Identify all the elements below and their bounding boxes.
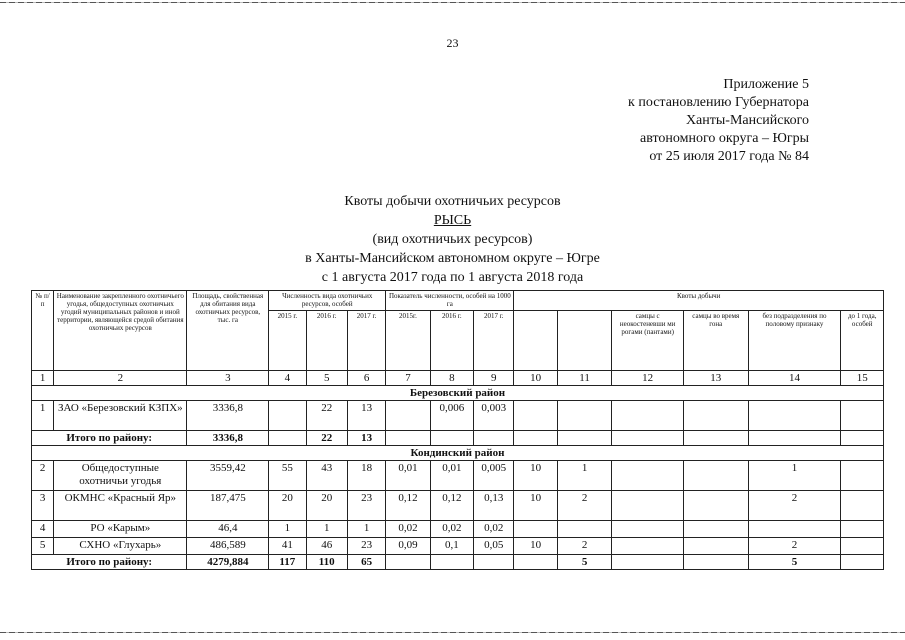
- row-quota-10: 10: [514, 491, 557, 521]
- bottom-scan-edge: [0, 632, 905, 633]
- table-row: [32, 461, 884, 491]
- header-quota-males-antlers: самцы с неокостеневши ми рогами (пантами): [612, 311, 684, 371]
- header-quota-blank: [514, 311, 557, 371]
- row-quota-11: [557, 521, 612, 538]
- column-number: 6: [347, 371, 385, 386]
- row-den-2015: 0,02: [386, 521, 430, 538]
- header-name: Наименование закрепленного охотничьего угодья, общедоступных охотничьих угодий муниципальных районов и иной территории, являющейся средой обитания охотничьих ресурсов: [54, 291, 187, 371]
- row-quota-14: [748, 401, 841, 431]
- total-pop-2016: 22: [306, 431, 347, 446]
- row-name: ОКМНС «Красный Яр»: [54, 491, 187, 521]
- row-quota-13: [683, 521, 748, 538]
- header-quota-blank: [557, 311, 612, 371]
- row-pop-2016: 22: [306, 401, 347, 431]
- district-heading: Кондинский район: [32, 446, 884, 461]
- row-area: 187,475: [187, 491, 269, 521]
- header-pop-2017: 2017 г.: [347, 311, 385, 371]
- title-line: Квоты добычи охотничьих ресурсов: [344, 194, 561, 209]
- total-pop-2017: 65: [347, 555, 385, 570]
- row-pop-2015: 1: [269, 521, 306, 538]
- row-den-2017: 0,13: [474, 491, 514, 521]
- row-pop-2017: 23: [347, 538, 385, 555]
- appendix-line: Приложение 5: [723, 77, 809, 92]
- total-area: 4279,884: [187, 555, 269, 570]
- row-quota-14: 1: [748, 461, 841, 491]
- row-quota-12: [612, 491, 684, 521]
- row-pop-2016: 1: [306, 521, 347, 538]
- row-den-2016: 0,01: [430, 461, 473, 491]
- row-pop-2016: 20: [306, 491, 347, 521]
- row-pop-2016: 43: [306, 461, 347, 491]
- row-quota-11: 2: [557, 491, 612, 521]
- row-den-2017: 0,005: [474, 461, 514, 491]
- row-quota-10: 10: [514, 461, 557, 491]
- row-quota-10: [514, 401, 557, 431]
- row-quota-14: 2: [748, 538, 841, 555]
- column-number: 3: [187, 371, 269, 386]
- row-name: Общедоступные охотничьи угодья: [54, 461, 187, 491]
- column-number: 13: [683, 371, 748, 386]
- row-number: 2: [32, 461, 54, 491]
- appendix-line: к постановлению Губернатора: [628, 95, 809, 110]
- appendix-line: Ханты-Мансийского: [685, 113, 809, 128]
- header-den-2016: 2016 г.: [430, 311, 473, 371]
- total-pop-2015: 117: [269, 555, 306, 570]
- row-quota-13: [683, 401, 748, 431]
- table-row: [32, 491, 884, 521]
- column-number: 9: [474, 371, 514, 386]
- header-population: Численность вида охотничьих ресурсов, особей: [269, 291, 386, 311]
- row-quota-14: 2: [748, 491, 841, 521]
- total-quota-14: [748, 431, 841, 446]
- row-quota-12: [612, 401, 684, 431]
- row-number: 1: [32, 401, 54, 431]
- column-number: 1: [32, 371, 54, 386]
- header-quota-no-sex: без подразделения по половому признаку: [748, 311, 841, 371]
- row-pop-2015: 41: [269, 538, 306, 555]
- row-pop-2015: 55: [269, 461, 306, 491]
- row-quota-13: [683, 461, 748, 491]
- header-den-2017: 2017 г.: [474, 311, 514, 371]
- row-den-2015: 0,09: [386, 538, 430, 555]
- page-number: 23: [446, 36, 459, 50]
- region-line: в Ханты-Мансийском автономном округе – Югре: [305, 251, 600, 266]
- row-quota-13: [683, 538, 748, 555]
- row-name: РО «Карым»: [54, 521, 187, 538]
- total-quota-11: [557, 431, 612, 446]
- row-den-2015: 0,01: [386, 461, 430, 491]
- column-number: 7: [386, 371, 430, 386]
- total-area: 3336,8: [187, 431, 269, 446]
- row-quota-15: [841, 401, 884, 431]
- header-density: Показатель численности, особей на 1000 га: [386, 291, 514, 311]
- header-pop-2015: 2015 г.: [269, 311, 306, 371]
- column-number: 5: [306, 371, 347, 386]
- column-number: 8: [430, 371, 473, 386]
- quota-table: [31, 290, 884, 570]
- species-name: РЫСЬ: [433, 213, 472, 228]
- row-quota-13: [683, 491, 748, 521]
- header-num: № п/п: [32, 291, 54, 371]
- row-den-2017: 0,02: [474, 521, 514, 538]
- table-row: [32, 401, 884, 431]
- row-den-2016: 0,006: [430, 401, 473, 431]
- row-den-2016: 0,12: [430, 491, 473, 521]
- row-pop-2015: 20: [269, 491, 306, 521]
- row-den-2015: [386, 401, 430, 431]
- header-area: Площадь, свойственная для обитания вида охотничьих ресурсов, тыс. га: [187, 291, 269, 371]
- column-number: 12: [612, 371, 684, 386]
- row-area: 486,589: [187, 538, 269, 555]
- row-area: 3336,8: [187, 401, 269, 431]
- row-quota-10: [514, 521, 557, 538]
- total-pop-2016: 110: [306, 555, 347, 570]
- row-pop-2015: [269, 401, 306, 431]
- appendix-line: от 25 июля 2017 года № 84: [649, 149, 809, 164]
- total-label: Итого по району:: [32, 431, 187, 446]
- row-den-2016: 0,02: [430, 521, 473, 538]
- species-note: (вид охотничьих ресурсов): [372, 232, 533, 247]
- row-den-2015: 0,12: [386, 491, 430, 521]
- row-quota-10: 10: [514, 538, 557, 555]
- column-number: 11: [557, 371, 612, 386]
- row-name: СХНО «Глухарь»: [54, 538, 187, 555]
- row-area: 46,4: [187, 521, 269, 538]
- table-row: [32, 521, 884, 538]
- header-quota-young: до 1 года, особей: [841, 311, 884, 371]
- table-row: [32, 538, 884, 555]
- row-name: ЗАО «Березовский КЗПХ»: [54, 401, 187, 431]
- row-pop-2017: 1: [347, 521, 385, 538]
- period-line: с 1 августа 2017 года по 1 августа 2018 года: [321, 270, 584, 285]
- column-number: 4: [269, 371, 306, 386]
- total-label: Итого по району:: [32, 555, 187, 570]
- total-quota-14: 5: [748, 555, 841, 570]
- row-quota-15: [841, 461, 884, 491]
- row-den-2017: 0,003: [474, 401, 514, 431]
- row-number: 3: [32, 491, 54, 521]
- row-quota-15: [841, 538, 884, 555]
- header-pop-2016: 2016 г.: [306, 311, 347, 371]
- header-quotas: Квоты добычи: [514, 291, 884, 311]
- row-area: 3559,42: [187, 461, 269, 491]
- column-number: 2: [54, 371, 187, 386]
- row-pop-2016: 46: [306, 538, 347, 555]
- row-pop-2017: 18: [347, 461, 385, 491]
- column-number: 14: [748, 371, 841, 386]
- row-den-2016: 0,1: [430, 538, 473, 555]
- row-quota-15: [841, 521, 884, 538]
- row-quota-11: 2: [557, 538, 612, 555]
- row-pop-2017: 23: [347, 491, 385, 521]
- district-heading: Березовский район: [32, 386, 884, 401]
- row-quota-12: [612, 521, 684, 538]
- row-quota-11: [557, 401, 612, 431]
- appendix-line: автономного округа – Югры: [640, 131, 809, 146]
- column-number: 10: [514, 371, 557, 386]
- total-pop-2015: [269, 431, 306, 446]
- document-title: [0, 192, 905, 287]
- district-total-row: [32, 431, 884, 446]
- row-den-2017: 0,05: [474, 538, 514, 555]
- row-number: 5: [32, 538, 54, 555]
- total-quota-11: 5: [557, 555, 612, 570]
- row-quota-12: [612, 461, 684, 491]
- appendix-block: [628, 76, 809, 166]
- total-pop-2017: 13: [347, 431, 385, 446]
- header-quota-males-rut: самцы во время гона: [683, 311, 748, 371]
- row-number: 4: [32, 521, 54, 538]
- district-total-row: [32, 555, 884, 570]
- row-quota-11: 1: [557, 461, 612, 491]
- top-scan-edge: [0, 2, 905, 3]
- row-quota-12: [612, 538, 684, 555]
- row-quota-15: [841, 491, 884, 521]
- row-pop-2017: 13: [347, 401, 385, 431]
- column-number: 15: [841, 371, 884, 386]
- header-den-2015: 2015г.: [386, 311, 430, 371]
- row-quota-14: [748, 521, 841, 538]
